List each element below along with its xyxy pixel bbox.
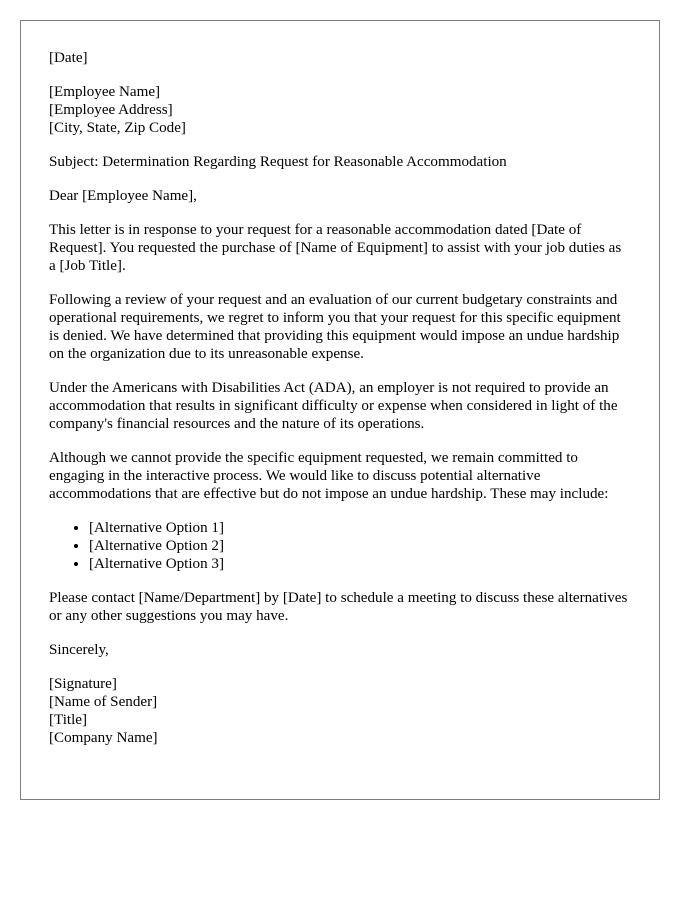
body-paragraph-request: This letter is in response to your request for a reasonable accommodation dated [Date of Request]. You requested the purchase of [Name of Equipment] to assist with your job duties as a [Job Title]. — [49, 222, 622, 274]
letter-date: [Date] — [49, 50, 88, 66]
alternative-option-item: • [Alternative Option 3] — [89, 555, 631, 573]
city-state-zip-line: [City, State, Zip Code] — [49, 120, 186, 136]
body-paragraph-alternatives: Although we cannot provide the specific equipment requested, we remain committed to engaging in the interactive process. We would like to discuss potential alternative accommodations that are effective but do not impose an undue hardship. These may include: — [49, 450, 609, 502]
alternative-options-list — [49, 519, 631, 573]
body-paragraph-ada: Under the Americans with Disabilities Act (ADA), an employer is not required to provide an accommodation that results in significant difficulty or expense when considered in light of the company's financial resources and the nature of its operations. — [49, 380, 618, 432]
alternative-option-item: • [Alternative Option 1] — [89, 519, 631, 537]
letter-salutation: Dear [Employee Name], — [49, 188, 197, 204]
company-name-line: [Company Name] — [49, 730, 158, 746]
letter-document — [20, 20, 660, 800]
employee-name-line: [Employee Name] — [49, 84, 161, 100]
signature-line: [Signature] — [49, 676, 117, 692]
contact-paragraph: Please contact [Name/Department] by [Date] to schedule a meeting to discuss these alternatives or any other suggestions you may have. — [49, 590, 628, 624]
employee-address-line: [Employee Address] — [49, 102, 173, 118]
alternative-option-item: • [Alternative Option 2] — [89, 537, 631, 555]
sender-name-line: [Name of Sender] — [49, 694, 158, 710]
letter-subject: Subject: Determination Regarding Request for Reasonable Accommodation — [49, 154, 507, 170]
body-paragraph-denial: Following a review of your request and an evaluation of our current budgetary constraints and operational requirements, we regret to inform you that your request for this specific equipment is denied. We have determined that providing this equipment would impose an undue hardship on the organization due to its unreasonable expense. — [49, 292, 621, 362]
sender-title-line: [Title] — [49, 712, 88, 728]
letter-closing: Sincerely, — [49, 642, 109, 658]
employee-address-block — [49, 83, 631, 137]
signature-block — [49, 675, 631, 747]
